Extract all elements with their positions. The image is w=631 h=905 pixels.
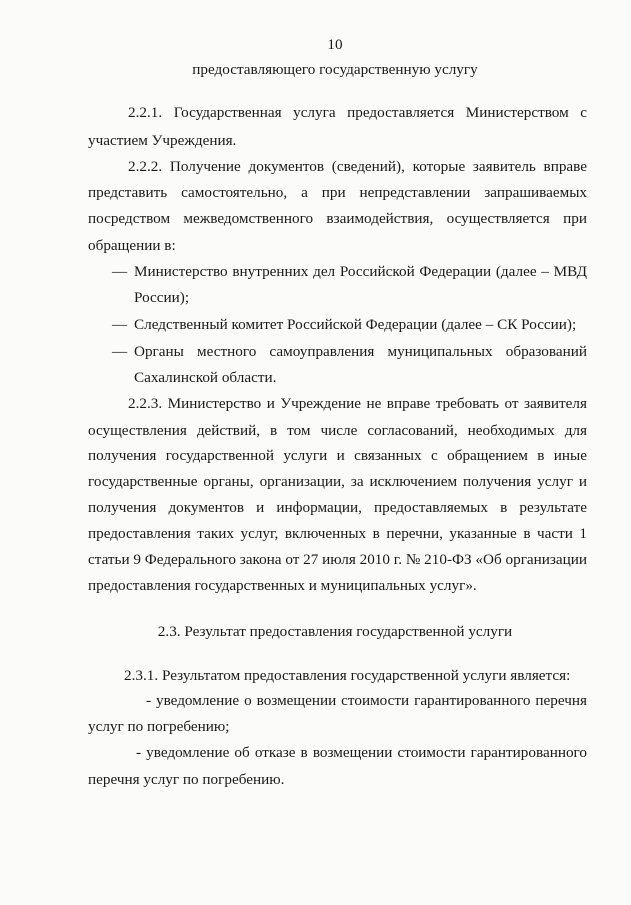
list2-item2-line1: - уведомление об отказе в возмещении стоимости гарантированного (136, 744, 587, 761)
p231-line: 2.3.1. Результатом предоставления государственной услуги является: (124, 667, 571, 684)
p223-line-7: статьи 9 Федерального закона от 27 июля 2010 г. № 210-ФЗ «Об организации (88, 551, 588, 568)
page-number: 10 (327, 36, 343, 53)
list2-item1-line1: - уведомление о возмещении стоимости гарантированного перечня (146, 692, 587, 709)
p222-line-4: обращении в: (88, 237, 176, 254)
p222-line-2: представить самостоятельно, а при непредставлении запрашиваемых (88, 184, 587, 201)
p223-line-3: получения государственной услуги и связанных с обращением в иные (88, 447, 587, 464)
list2-item2-line2: перечня услуг по погребению. (88, 771, 285, 788)
list2-item1-line2: услуг по погребению; (88, 718, 230, 735)
p223-line-6: предоставления таких услуг, включенных в перечни, указанные в части 1 (88, 525, 587, 542)
header-line: предоставляющего государственную услугу (192, 61, 478, 78)
p223-line-8: предоставления государственных и муниципальных услуг». (88, 577, 477, 594)
list1-item3-line2: Сахалинской области. (134, 369, 277, 386)
list1-item1-dash: — (112, 263, 128, 280)
p222-line-3: посредством межведомственного взаимодействия, осуществляется при (88, 210, 587, 227)
p221-line-1: 2.2.1. Государственная услуга предоставляется Министерством с (128, 104, 587, 121)
p223-line-2: осуществления действий, в том числе согласований, необходимых для (88, 422, 587, 439)
list1-item3-dash: — (112, 343, 128, 360)
list1-item2-dash: — (112, 316, 128, 333)
list1-item1-line2: России); (134, 289, 190, 306)
list1-item1-line1: Министерство внутренних дел Российской Федерации (далее – МВД (134, 263, 587, 280)
p223-line-4: государственные органы, организации, за исключением получения услуг и (88, 473, 587, 490)
p221-line-2: участием Учреждения. (88, 132, 237, 149)
list1-item2-line1: Следственный комитет Российской Федерации (далее – СК России); (134, 316, 577, 333)
p223-line-1: 2.2.3. Министерство и Учреждение не вправе требовать от заявителя (128, 395, 587, 412)
p223-line-5: получения документов и информации, предоставляемых в результате (88, 499, 587, 516)
list1-item3-line1: Органы местного самоуправления муниципальных образований (134, 343, 587, 360)
p222-line-1: 2.2.2. Получение документов (сведений), которые заявитель вправе (128, 158, 587, 175)
section-heading-2-3: 2.3. Результат предоставления государственной услуги (157, 623, 513, 640)
